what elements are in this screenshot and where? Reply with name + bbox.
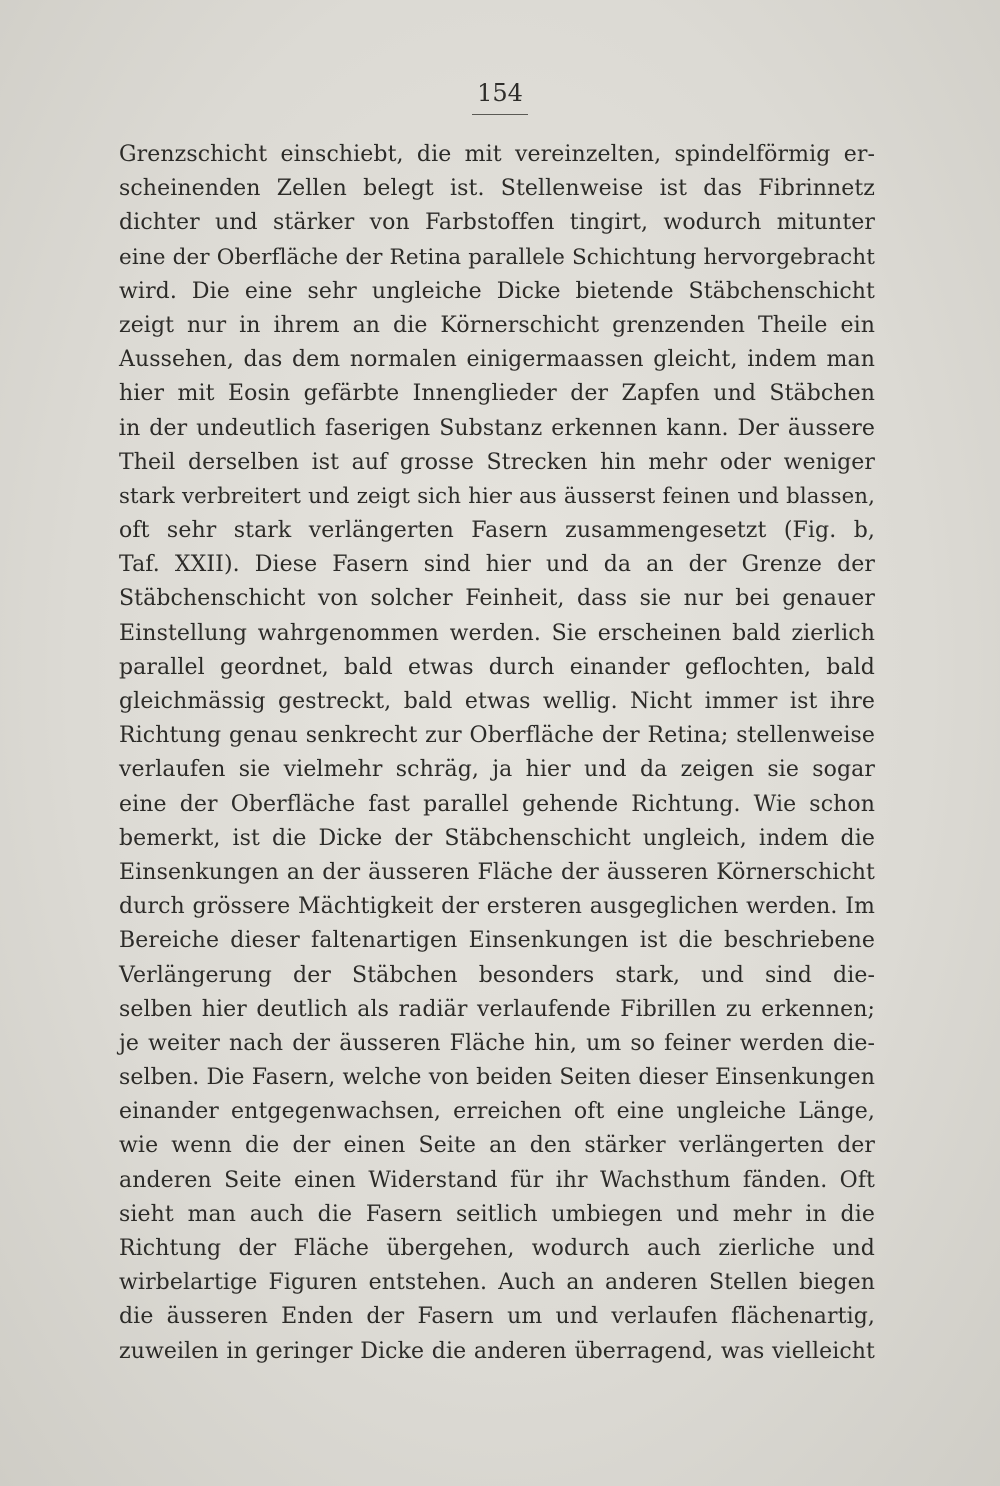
text-line: durch grössere Mächtigkeit der ersteren ausgeglichen werden. Im: [119, 894, 875, 920]
text-line: Grenzschicht einschiebt, die mit vereinzelten, spindelförmig er-: [119, 142, 875, 167]
text-line: zeigt nur in ihrem an die Körnerschicht grenzenden Theile ein: [119, 312, 875, 338]
text-line: Aussehen, das dem normalen einigermaassen gleicht, indem man: [119, 347, 875, 373]
text-line: wird. Die eine sehr ungleiche Dicke bietende Stäbchenschicht: [119, 278, 875, 304]
text-line: Verlängerung der Stäbchen besonders stark, und sind die-: [119, 962, 875, 988]
text-line: zuweilen in geringer Dicke die anderen überragend, was vielleicht: [119, 1338, 875, 1364]
text-line: Einstellung wahrgenommen werden. Sie erscheinen bald zierlich: [119, 620, 875, 646]
text-line: verlaufen sie vielmehr schräg, ja hier und da zeigen sie sogar: [119, 757, 875, 783]
text-line: oft sehr stark verlängerten Fasern zusammengesetzt (Fig. b,: [119, 518, 875, 544]
text-line: die äusseren Enden der Fasern um und verlaufen flächenartig,: [119, 1304, 875, 1330]
text-line: Stäbchenschicht von solcher Feinheit, dass sie nur bei genauer: [119, 586, 875, 612]
text-line: eine der Oberfläche fast parallel gehende Richtung. Wie schon: [119, 791, 875, 817]
text-line: Richtung der Fläche übergehen, wodurch auch zierliche und: [119, 1236, 875, 1261]
text-line: Richtung genau senkrecht zur Oberfläche der Retina; stellenweise: [119, 723, 875, 749]
text-line: Theil derselben ist auf grosse Strecken hin mehr oder weniger: [119, 449, 875, 475]
page-number: 154: [477, 79, 523, 107]
text-line: Taf. XXII). Diese Fasern sind hier und da an der Grenze der: [119, 552, 875, 578]
text-line: parallel geordnet, bald etwas durch einander geflochten, bald: [119, 654, 875, 680]
text-line: eine der Oberfläche der Retina parallele Schichtung hervorgebracht: [119, 244, 875, 270]
text-line: Einsenkungen an der äusseren Fläche der äusseren Körnerschicht: [119, 859, 875, 885]
text-line: Bereiche dieser faltenartigen Einsenkungen ist die beschriebene: [119, 928, 875, 954]
text-line: anderen Seite einen Widerstand für ihr Wachsthum fänden. Oft: [119, 1167, 875, 1193]
text-line: selben hier deutlich als radiär verlaufende Fibrillen zu erkennen;: [119, 996, 875, 1022]
text-line: bemerkt, ist die Dicke der Stäbchenschicht ungleich, indem die: [119, 825, 875, 851]
text-line: wirbelartige Figuren entstehen. Auch an anderen Stellen biegen: [119, 1270, 875, 1296]
text-line: hier mit Eosin gefärbte Innenglieder der Zapfen und Stäbchen: [119, 381, 875, 407]
text-line: einander entgegenwachsen, erreichen oft eine ungleiche Länge,: [119, 1099, 875, 1125]
text-line: scheinenden Zellen belegt ist. Stellenweise ist das Fibrinnetz: [119, 176, 875, 202]
page-number-rule: [472, 114, 528, 115]
text-line: wie wenn die der einen Seite an den stärker verlängerten der: [119, 1133, 875, 1159]
text-line: selben. Die Fasern, welche von beiden Seiten dieser Einsenkungen: [119, 1065, 875, 1091]
text-line: sieht man auch die Fasern seitlich umbiegen und mehr in die: [119, 1201, 875, 1227]
text-line: je weiter nach der äusseren Fläche hin, um so feiner werden die-: [119, 1030, 875, 1056]
text-line: dichter und stärker von Farbstoffen tingirt, wodurch mitunter: [119, 210, 875, 236]
text-line: in der undeutlich faserigen Substanz erkennen kann. Der äussere: [119, 415, 875, 441]
body-text: [119, 138, 875, 1369]
text-line: gleichmässig gestreckt, bald etwas wellig. Nicht immer ist ihre: [119, 689, 875, 714]
text-line: stark verbreitert und zeigt sich hier aus äusserst feinen und blassen,: [119, 483, 875, 509]
